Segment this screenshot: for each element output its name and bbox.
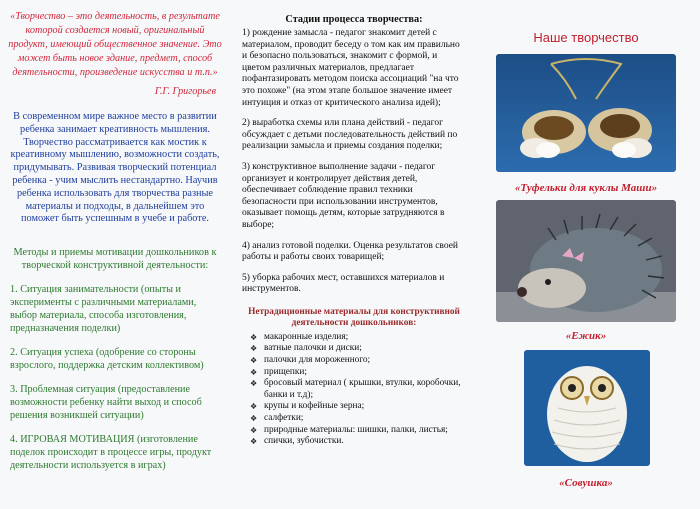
materials-title: Нетрадиционные материалы для конструктивной деятельности дошкольников:	[248, 306, 460, 328]
stage-item: 2) выработка схемы или плана действий - педагог обсуждает с детьми последовательность действий по реализации замысла и приемы создания поделки;	[242, 118, 458, 152]
material-item: ❖ бросовый материал ( крышки, втулки, коробочки, банки и т.д);	[250, 378, 466, 401]
hedgehog-photo	[496, 200, 676, 322]
method-item: 3. Проблемная ситуация (предоставление возможности ребенку найти выход и способ решения возникшей ситуации)	[10, 384, 202, 422]
material-item: ❖ крупы и кофейные зерна;	[250, 401, 466, 413]
material-item: ❖ салфетки;	[250, 413, 466, 425]
material-item: ❖ палочки для мороженного;	[250, 355, 466, 367]
material-item: ❖ макаронные изделия;	[250, 332, 466, 344]
methods-title: Методы и приемы мотивации дошкольников к творческой конструктивной деятельности:	[13, 247, 217, 272]
material-item: ❖ спички, зубочистки.	[250, 436, 466, 448]
stages-title: Стадии процесса творчества:	[285, 14, 423, 25]
stage-item: 4) анализ готовой поделки. Оценка результатов своей работы и работы своих товарищей;	[242, 240, 458, 263]
caption-owl: «Совушка»	[559, 477, 613, 489]
epigraph-author: Г.Г. Григорьев	[154, 86, 216, 97]
intro-paragraph: В современном мире важное место в развитии ребенка занимает креативность мышления. Творчество рассматривается как мостик к креативному мышлению, возможности создать, придумывать. Развивая творческий потенциал ребенка - учим мыслить нестандартно. Научив ребенка использовать для творчества разные материалы и подходы, в дальнейшем это поможет быть успешным в учебе и работе.	[10, 111, 220, 225]
shoes-photo	[496, 54, 676, 172]
materials-list	[242, 332, 466, 448]
material-item: ❖ ватные палочки и диски;	[250, 343, 466, 355]
epigraph-quote: «Творчество – это деятельность, в результате которой создается новый, оригинальный продукт, имеющий общественное значение. Это может быть новое здание, предмет, способ деятельности, произведение искусства и т.п.»	[8, 11, 222, 78]
stage-item: 1) рождение замысла - педагог знакомит детей с материалом, проводит беседу о том как им правильно и безопасно пользоваться, знакомит с формой, и цветом различных материалов, предлагает пофантазировать методом поиска ассоциаций "на что это похоже" (на этом этапе большое значение имеет интуиция и отказ от критического анализа идей);	[242, 28, 460, 108]
middle-column	[232, 0, 472, 509]
method-item: 2. Ситуация успеха (одобрение со стороны взрослого, поддержка детским коллективом)	[10, 347, 204, 372]
caption-hedgehog: «Ежик»	[565, 330, 607, 342]
owl-photo	[524, 350, 650, 466]
stage-item: 5) уборка рабочих мест, оставшихся материалов и инструментов.	[242, 272, 445, 295]
method-item: 4. ИГРОВАЯ МОТИВАЦИЯ (изготовление поделок происходит в процессе игры, продукт деятельности используется в играх)	[10, 434, 212, 472]
left-column	[0, 0, 232, 509]
material-item: ❖ прищепки;	[250, 367, 466, 379]
stage-item: 3) конструктивное выполнение задачи - педагог организует и контролирует действия детей, обеспечивает соблюдение правил техники безопасности при использовании инструментов, оказывает помощь детям, которые затрудняются в выборе;	[242, 161, 445, 230]
right-column	[472, 0, 700, 509]
gallery-title: Наше творчество	[533, 30, 639, 45]
method-item: 1. Ситуация занимательности (опыты и эксперименты с различными материалами, выбор материала, способа изготовления, предназначения поделки)	[10, 284, 197, 335]
caption-shoes: «Туфельки для куклы Маши»	[514, 182, 658, 194]
material-item: ❖ природные материалы: шишки, палки, листья;	[250, 425, 466, 437]
